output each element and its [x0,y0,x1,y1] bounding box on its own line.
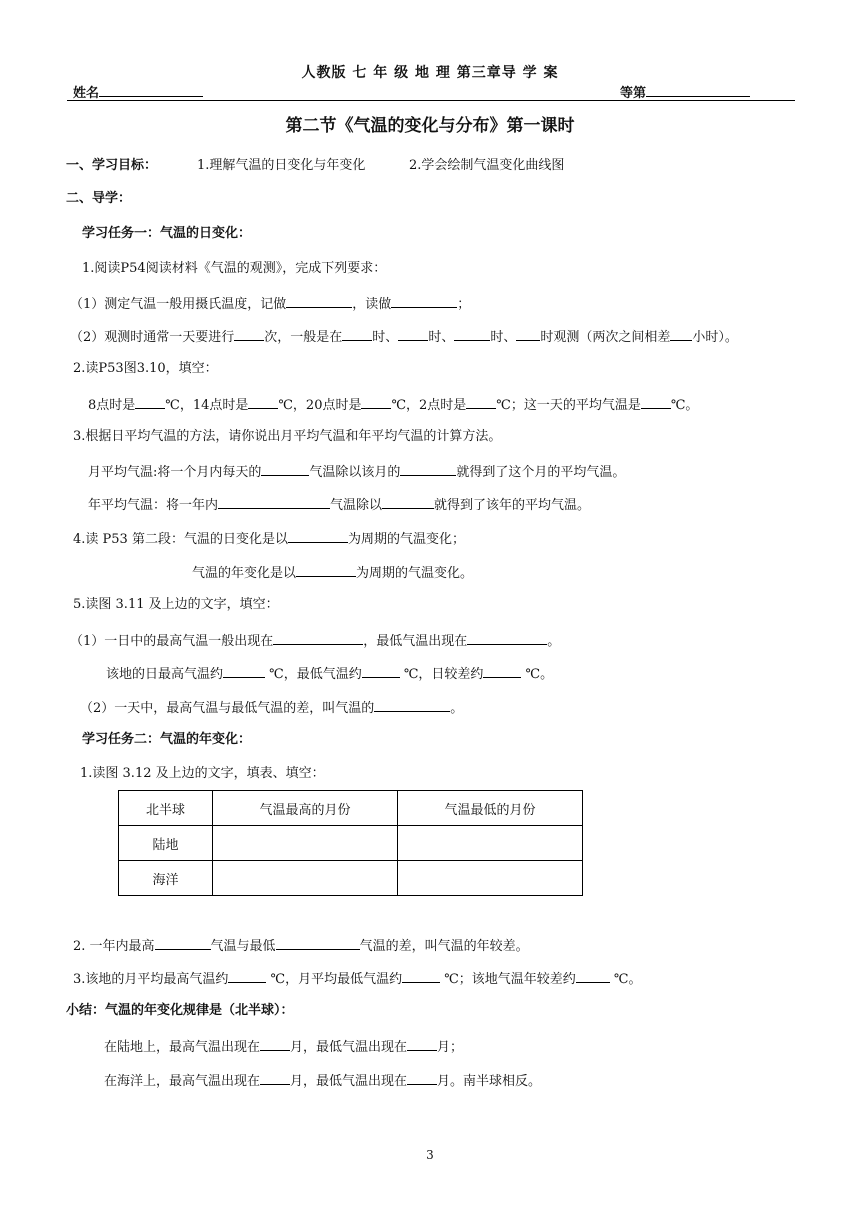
answer-blank[interactable] [261,461,309,476]
answer-blank[interactable] [234,326,264,341]
summary-land: 在陆地上，最高气温出现在 月，最低气温出现在 月； [104,1036,463,1057]
answer-blank[interactable] [342,326,372,341]
task1-q3: 3.根据日平均气温的方法，请你说出月平均气温和年平均气温的计算方法。 [73,429,502,444]
table-header-cell: 气温最高的月份 [213,791,398,826]
answer-blank[interactable] [228,968,266,983]
guide-heading: 二、导学： [66,191,132,206]
answer-blank[interactable] [576,968,610,983]
objective-1: 1.理解气温的日变化与年变化 [197,158,366,173]
answer-blank[interactable] [248,394,278,409]
answer-blank[interactable] [374,697,450,712]
table-row [119,826,583,861]
answer-blank[interactable] [483,663,521,678]
task2-heading: 学习任务二：气温的年变化： [82,732,252,747]
task1-q1-1: （1）测定气温一般用摄氏温度，记做 ，读做 ； [70,293,470,314]
answer-blank[interactable] [286,293,352,308]
answer-blank[interactable] [260,1036,290,1051]
answer-blank[interactable] [407,1070,437,1085]
task1-q1-2: （2）观测时通常一天要进行 次，一般是在 时、 时、 时、 时观测（两次之间相差 小时）。 [70,326,738,347]
table-header-cell: 气温最低的月份 [398,791,583,826]
task1-q4-year: 气温的年变化是以 为周期的气温变化。 [192,562,473,583]
answer-blank[interactable] [454,326,490,341]
objectives-heading: 一、学习目标： [66,158,158,173]
answer-blank[interactable] [391,293,457,308]
answer-blank[interactable] [155,935,211,950]
task2-q2: 2. 一年内最高 气温与最低 气温的差，叫气温的年较差。 [73,935,529,956]
summary-heading: 小结：气温的年变化规律是（北半球）： [66,1003,294,1018]
task1-q5-2: （2）一天中，最高气温与最低气温的差，叫气温的 。 [80,697,463,718]
task1-heading: 学习任务一：气温的日变化： [82,226,252,241]
task1-q2-line: 8点时是 ℃，14点时是 ℃，20点时是 ℃，2点时是 ℃；这一天的平均气温是 ℃。 [88,394,698,415]
task1-q5: 5.读图 3.11 及上边的文字，填空： [73,597,279,612]
answer-blank[interactable] [361,394,391,409]
table-answer-cell[interactable] [213,826,398,861]
grade-field[interactable] [646,82,750,97]
table-cell: 海洋 [119,861,213,896]
table-cell: 陆地 [119,826,213,861]
answer-blank[interactable] [402,968,440,983]
table-answer-cell[interactable] [398,861,583,896]
grade-label: 等第 [620,82,750,103]
task1-q4-day: 4.读 P53 第二段：气温的日变化是以 为周期的气温变化； [73,528,465,549]
table-header-row [119,791,583,826]
answer-blank[interactable] [467,630,547,645]
answer-blank[interactable] [296,562,356,577]
objective-2: 2.学会绘制气温变化曲线图 [409,158,565,173]
page-title: 第二节《气温的变化与分布》第一课时 [285,116,575,136]
answer-blank[interactable] [398,326,428,341]
table-row [119,861,583,896]
task1-q3-month: 月平均气温:将一个月内每天的 气温除以该月的 就得到了这个月的平均气温。 [88,461,625,482]
page-number: 3 [426,1148,434,1162]
answer-blank[interactable] [382,494,434,509]
task1-q5-1b: 该地的日最高气温约 ℃，最低气温约 ℃，日较差约 ℃。 [106,663,553,684]
answer-blank[interactable] [288,528,348,543]
document-header: 人教版 七 年 级 地 理 第三章导 学 案 [301,65,559,81]
answer-blank[interactable] [407,1036,437,1051]
table-answer-cell[interactable] [213,861,398,896]
task1-q3-year: 年平均气温：将一年内 气温除以 就得到了该年的平均气温。 [88,494,590,515]
answer-blank[interactable] [516,326,540,341]
answer-blank[interactable] [223,663,265,678]
task1-q2: 2.读P53图3.10，填空： [73,361,218,376]
task1-q5-1: （1）一日中的最高气温一般出现在 ，最低气温出现在 。 [70,630,560,651]
table-header-cell: 北半球 [119,791,213,826]
answer-blank[interactable] [670,326,692,341]
name-field[interactable] [99,82,203,97]
name-grade-row [67,82,795,101]
table-answer-cell[interactable] [398,826,583,861]
answer-blank[interactable] [400,461,456,476]
task2-q3: 3.该地的月平均最高气温约 ℃，月平均最低气温约 ℃；该地气温年较差约 ℃。 [73,968,641,989]
task2-q1: 1.读图 3.12 及上边的文字，填表、填空： [80,766,325,781]
answer-blank[interactable] [276,935,360,950]
answer-blank[interactable] [273,630,363,645]
answer-blank[interactable] [641,394,671,409]
answer-blank[interactable] [218,494,330,509]
name-label: 姓名 [73,82,203,103]
answer-blank[interactable] [362,663,400,678]
summary-ocean: 在海洋上，最高气温出现在 月，最低气温出现在 月。南半球相反。 [104,1070,541,1091]
answer-blank[interactable] [260,1070,290,1085]
temperature-month-table [118,790,583,896]
answer-blank[interactable] [466,394,496,409]
answer-blank[interactable] [135,394,165,409]
task1-q1: 1.阅读P54阅读材料《气温的观测》，完成下列要求： [82,261,387,276]
